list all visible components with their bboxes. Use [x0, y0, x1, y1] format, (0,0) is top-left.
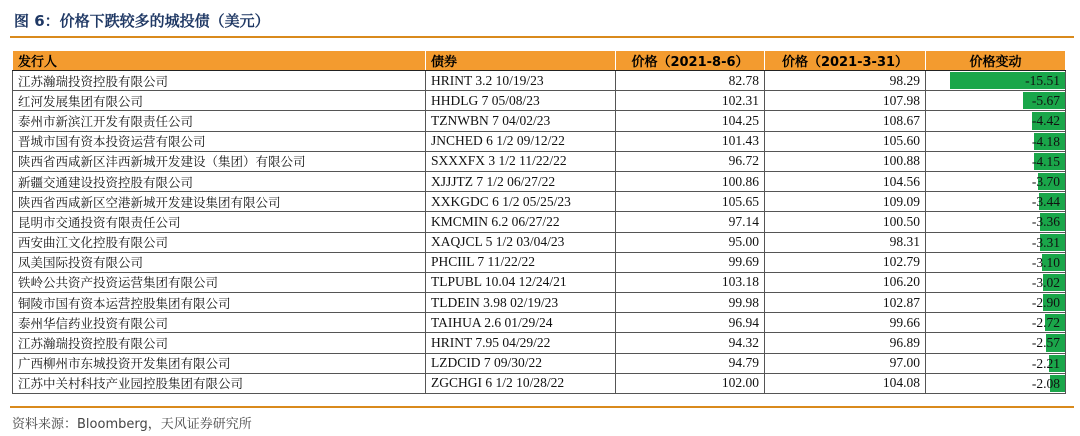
- price-old-cell: 108.67: [765, 111, 926, 131]
- price-change-value: -2.57: [1031, 335, 1060, 351]
- issuer-cell: 泰州市新滨江开发有限责任公司: [13, 111, 426, 131]
- price-old-cell: 109.09: [765, 192, 926, 212]
- price-old-cell: 99.66: [765, 313, 926, 333]
- table-row: [13, 333, 1066, 353]
- price-change-value: -3.70: [1031, 173, 1060, 189]
- price-change-cell: [926, 212, 1066, 232]
- price-change-value: -5.67: [1031, 93, 1060, 109]
- source-note: 资料来源：Bloomberg，天风证券研究所: [12, 417, 252, 432]
- price-change-value: -4.18: [1031, 133, 1060, 149]
- issuer-cell: 晋城市国有资本投资运营有限公司: [13, 131, 426, 151]
- bond-cell: HRINT 3.2 10/19/23: [426, 71, 616, 91]
- bond-cell: TLPUBL 10.04 12/24/21: [426, 272, 616, 292]
- bond-cell: PHCIIL 7 11/22/22: [426, 252, 616, 272]
- price-change-value: -15.51: [1025, 73, 1060, 88]
- issuer-cell: 新疆交通建设投资控股有限公司: [13, 171, 426, 191]
- price-new-cell: 82.78: [616, 71, 765, 91]
- bond-cell: HRINT 7.95 04/29/22: [426, 333, 616, 353]
- bond-cell: SXXXFX 3 1/2 11/22/22: [426, 151, 616, 171]
- table-row: [13, 313, 1066, 333]
- bottom-rule: [10, 406, 1074, 408]
- table-row: [13, 151, 1066, 171]
- price-change-cell: [926, 313, 1066, 333]
- header-bond: 债券: [426, 51, 616, 71]
- table-row: [13, 171, 1066, 191]
- price-change-cell: [926, 71, 1066, 91]
- price-new-cell: 94.79: [616, 353, 765, 373]
- price-change-cell: [926, 151, 1066, 171]
- table-row: [13, 353, 1066, 373]
- price-change-value: -3.36: [1031, 214, 1060, 230]
- price-change-value: -4.42: [1031, 113, 1060, 129]
- figure-title: 图 6：价格下跌较多的城投债（美元）: [14, 12, 270, 30]
- table-row: [13, 192, 1066, 212]
- header-issuer: 发行人: [13, 51, 426, 71]
- price-old-cell: 104.56: [765, 171, 926, 191]
- price-change-value: -4.15: [1031, 153, 1060, 169]
- table-row: [13, 131, 1066, 151]
- price-change-value: -3.02: [1031, 274, 1060, 290]
- price-change-cell: [926, 272, 1066, 292]
- price-change-cell: [926, 232, 1066, 252]
- price-change-cell: [926, 192, 1066, 212]
- table-row: [13, 293, 1066, 313]
- price-new-cell: 100.86: [616, 171, 765, 191]
- price-new-cell: 95.00: [616, 232, 765, 252]
- bond-cell: TLDEIN 3.98 02/19/23: [426, 293, 616, 313]
- bond-cell: XJJJTZ 7 1/2 06/27/22: [426, 171, 616, 191]
- price-change-value: -2.90: [1031, 295, 1060, 311]
- price-new-cell: 102.00: [616, 373, 765, 393]
- issuer-cell: 昆明市交通投资有限责任公司: [13, 212, 426, 232]
- issuer-cell: 江苏瀚瑞投资控股有限公司: [13, 71, 426, 91]
- bond-cell: ZGCHGI 6 1/2 10/28/22: [426, 373, 616, 393]
- issuer-cell: 江苏中关村科技产业园控股集团有限公司: [13, 373, 426, 393]
- price-old-cell: 100.88: [765, 151, 926, 171]
- price-change-cell: [926, 131, 1066, 151]
- price-change-cell: [926, 252, 1066, 272]
- issuer-cell: 铜陵市国有资本运营控股集团有限公司: [13, 293, 426, 313]
- header-price-change: 价格变动: [926, 51, 1066, 71]
- price-new-cell: 105.65: [616, 192, 765, 212]
- price-new-cell: 99.69: [616, 252, 765, 272]
- header-price-old: 价格（2021-3-31）: [765, 51, 926, 71]
- issuer-cell: 红河发展集团有限公司: [13, 91, 426, 111]
- price-change-value: -2.08: [1031, 375, 1060, 391]
- bond-cell: KMCMIN 6.2 06/27/22: [426, 212, 616, 232]
- table-row: [13, 373, 1066, 393]
- bond-cell: TAIHUA 2.6 01/29/24: [426, 313, 616, 333]
- price-new-cell: 99.98: [616, 293, 765, 313]
- bond-cell: LZDCID 7 09/30/22: [426, 353, 616, 373]
- table-row: [13, 232, 1066, 252]
- price-change-value: -3.10: [1031, 254, 1060, 270]
- issuer-cell: 陕西省西咸新区沣西新城开发建设（集团）有限公司: [13, 151, 426, 171]
- price-change-value: -2.72: [1031, 315, 1060, 331]
- price-old-cell: 98.31: [765, 232, 926, 252]
- price-new-cell: 102.31: [616, 91, 765, 111]
- price-old-cell: 98.29: [765, 71, 926, 91]
- price-change-cell: [926, 171, 1066, 191]
- issuer-cell: 西安曲江文化控股有限公司: [13, 232, 426, 252]
- price-change-value: -3.44: [1031, 194, 1060, 210]
- price-old-cell: 105.60: [765, 131, 926, 151]
- price-old-cell: 100.50: [765, 212, 926, 232]
- table-row: [13, 212, 1066, 232]
- bond-cell: HHDLG 7 05/08/23: [426, 91, 616, 111]
- price-change-cell: [926, 91, 1066, 111]
- issuer-cell: 泰州华信药业投资有限公司: [13, 313, 426, 333]
- price-new-cell: 96.72: [616, 151, 765, 171]
- bond-cell: XAQJCL 5 1/2 03/04/23: [426, 232, 616, 252]
- table-row: [13, 272, 1066, 292]
- price-new-cell: 94.32: [616, 333, 765, 353]
- table-row: [13, 91, 1066, 111]
- table-row: [13, 71, 1066, 91]
- price-change-cell: [926, 333, 1066, 353]
- price-new-cell: 96.94: [616, 313, 765, 333]
- price-old-cell: 107.98: [765, 91, 926, 111]
- price-old-cell: 96.89: [765, 333, 926, 353]
- table-header-row: [13, 51, 1066, 71]
- price-new-cell: 104.25: [616, 111, 765, 131]
- bond-cell: JNCHED 6 1/2 09/12/22: [426, 131, 616, 151]
- price-old-cell: 104.08: [765, 373, 926, 393]
- issuer-cell: 铁岭公共资产投资运营集团有限公司: [13, 272, 426, 292]
- price-old-cell: 106.20: [765, 272, 926, 292]
- bond-cell: XXKGDC 6 1/2 05/25/23: [426, 192, 616, 212]
- price-change-cell: [926, 373, 1066, 393]
- price-new-cell: 97.14: [616, 212, 765, 232]
- price-new-cell: 101.43: [616, 131, 765, 151]
- header-price-new: 价格（2021-8-6）: [616, 51, 765, 71]
- figure-title-bar: [10, 6, 1074, 38]
- table-row: [13, 111, 1066, 131]
- price-new-cell: 103.18: [616, 272, 765, 292]
- price-change-value: -3.31: [1031, 234, 1060, 250]
- issuer-cell: 凤美国际投资有限公司: [13, 252, 426, 272]
- price-old-cell: 102.87: [765, 293, 926, 313]
- price-change-cell: [926, 111, 1066, 131]
- price-change-value: -2.21: [1031, 355, 1060, 371]
- bond-cell: TZNWBN 7 04/02/23: [426, 111, 616, 131]
- issuer-cell: 江苏瀚瑞投资控股有限公司: [13, 333, 426, 353]
- table-row: [13, 252, 1066, 272]
- price-change-cell: [926, 353, 1066, 373]
- issuer-cell: 广西柳州市东城投资开发集团有限公司: [13, 353, 426, 373]
- issuer-cell: 陕西省西咸新区空港新城开发建设集团有限公司: [13, 192, 426, 212]
- price-old-cell: 102.79: [765, 252, 926, 272]
- price-change-cell: [926, 293, 1066, 313]
- price-old-cell: 97.00: [765, 353, 926, 373]
- bond-price-table: [12, 50, 1066, 394]
